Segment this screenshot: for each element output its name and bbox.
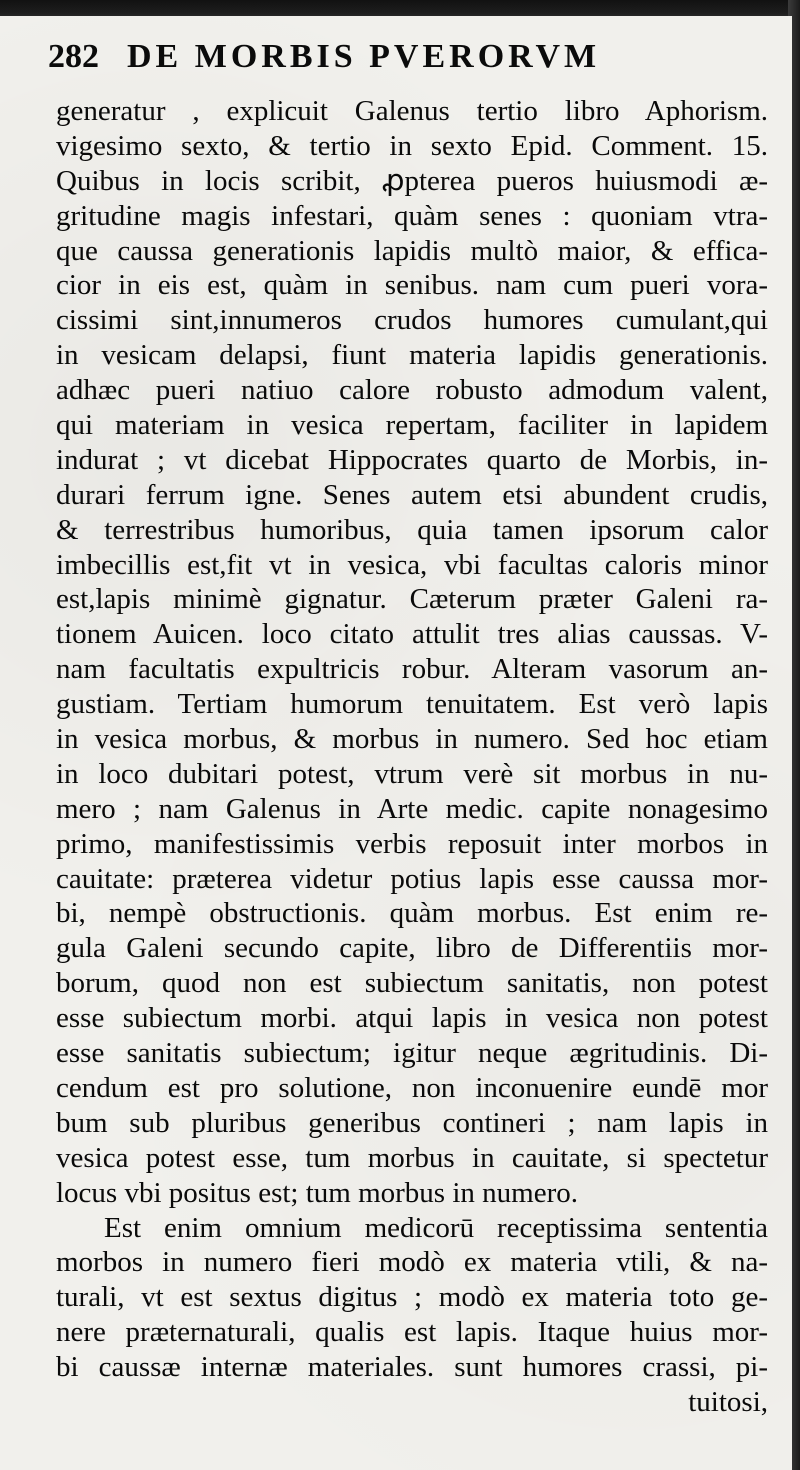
text-line: cauitate: præterea videtur potius lapis esse caussa mor-	[56, 862, 768, 895]
text-line: bi, nempè obstructionis. quàm morbus. Est enim re-	[56, 897, 768, 930]
text-line: vigesimo sexto, & tertio in sexto Epid. Comment. 15.	[56, 129, 768, 162]
paragraph-end-line: locus vbi positus est; tum morbus in numero.	[56, 1176, 578, 1209]
text-line: cissimi sint,innumeros crudos humores cumulant,qui	[56, 304, 768, 337]
text-line: cior in eis est, quàm in senibus. nam cum pueri vora-	[56, 269, 768, 302]
text-line: in vesicam delapsi, fiunt materia lapidis generationis.	[56, 339, 768, 372]
text-line: gustiam. Tertiam humorum tenuitatem. Est verò lapis	[56, 688, 768, 721]
text-line: nere præternaturali, qualis est lapis. Itaque huius mor-	[56, 1316, 768, 1349]
text-line: gritudine magis infestari, quàm senes : quoniam vtra-	[56, 199, 768, 232]
text-line: est,lapis minimè gignatur. Cæterum præter Galeni ra-	[56, 583, 768, 616]
text-line: in loco dubitari potest, vtrum verè sit morbus in nu-	[56, 757, 768, 790]
catchword: tuitosi,	[688, 1385, 768, 1418]
text-line: bum sub pluribus generibus contineri ; nam lapis in	[56, 1106, 768, 1139]
text-line: imbecillis est,fit vt in vesica, vbi facultas caloris minor	[56, 548, 768, 581]
text-line: & terrestribus humoribus, quia tamen ipsorum calor	[56, 513, 768, 546]
text-line: esse sanitatis subiectum; igitur neque ægritudinis. Di-	[56, 1037, 768, 1070]
text-line: qui materiam in vesica repertam, faciliter in lapidem	[56, 409, 768, 442]
running-head	[48, 38, 768, 88]
text-line: cendum est pro solutione, non inconuenire eundē mor	[56, 1071, 768, 1104]
text-line: durari ferrum igne. Senes autem etsi abundent crudis,	[56, 478, 768, 511]
text-line: Quibus in locis scribit, ꝓpterea pueros huiusmodi æ-	[56, 164, 768, 197]
text-line: que caussa generationis lapidis multò maior, & effica-	[56, 234, 768, 267]
text-line: borum, quod non est subiectum sanitatis, non potest	[56, 967, 768, 1000]
text-line: vesica potest esse, tum morbus in cauitate, si spectetur	[56, 1141, 768, 1174]
text-line: adhæc pueri natiuo calore robusto admodum valent,	[56, 374, 768, 407]
text-line: generatur , explicuit Galenus tertio libro Aphorism.	[56, 95, 768, 127]
page-number: 282	[48, 38, 99, 75]
text-line: mero ; nam Galenus in Arte medic. capite nonagesimo	[56, 792, 768, 825]
text-line: indurat ; vt dicebat Hippocrates quarto de Morbis, in-	[56, 443, 768, 476]
text-line: bi caussæ internæ materiales. sunt humores crassi, pi-	[56, 1351, 768, 1384]
text-line: gula Galeni secundo capite, libro de Differentiis mor-	[56, 932, 768, 965]
body-text	[56, 94, 768, 1420]
text-line: tionem Auicen. loco citato attulit tres alias caussas. V-	[56, 618, 768, 651]
text-line: nam facultatis expultricis robur. Alteram vasorum an-	[56, 653, 768, 686]
running-title: DE MORBIS PVERORVM	[127, 38, 601, 75]
text-line: esse subiectum morbi. atqui lapis in vesica non potest	[56, 1002, 768, 1035]
text-line: primo, manifestissimis verbis reposuit inter morbos in	[56, 827, 768, 860]
paragraph-start-line: Est enim omnium medicorū receptissima sententia	[104, 1211, 768, 1244]
text-line: in vesica morbus, & morbus in numero. Sed hoc etiam	[56, 723, 768, 756]
book-page	[0, 16, 792, 1470]
text-line: turali, vt est sextus digitus ; modò ex materia toto ge-	[56, 1281, 768, 1314]
text-line: morbos in numero fieri modò ex materia vtili, & na-	[56, 1246, 768, 1279]
